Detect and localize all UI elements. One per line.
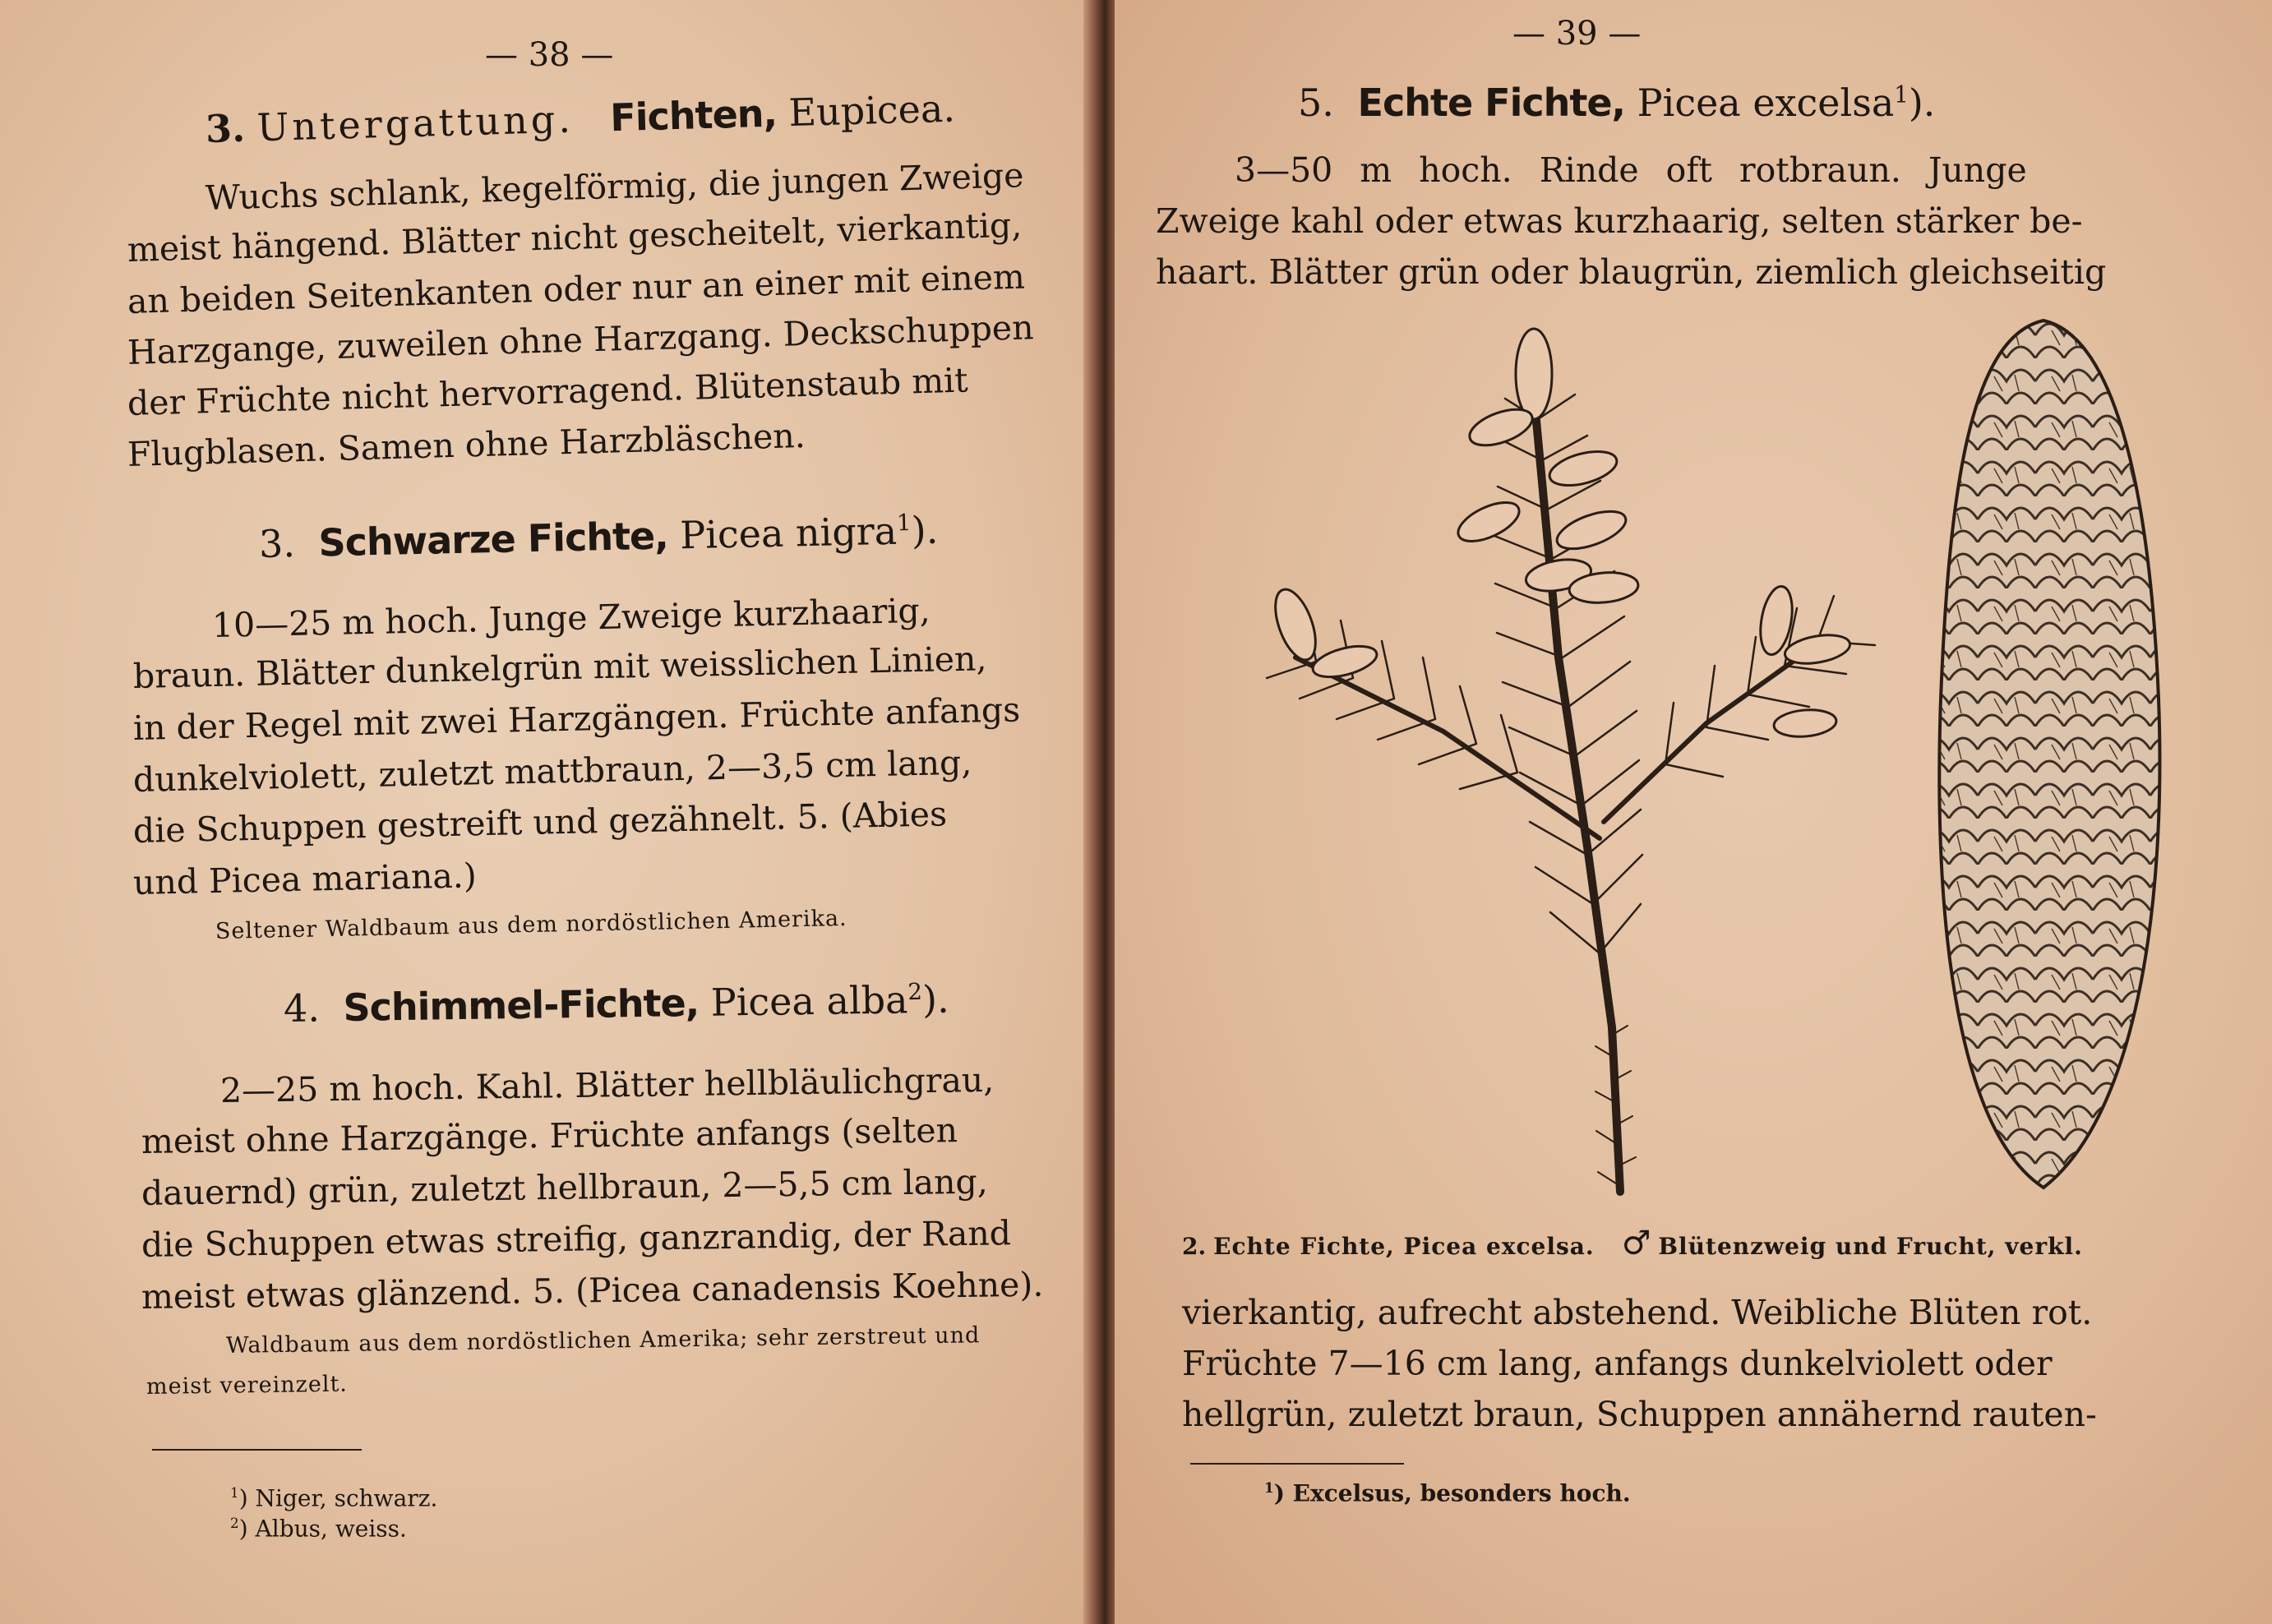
text-line: Zweige kahl oder etwas kurzhaarig, selten stärker be- [1156,201,2083,241]
figure-description: Blütenzweig und Frucht, verkl. [1658,1233,2083,1260]
footnote-rule [1190,1463,1404,1465]
text-line: an beiden Seitenkanten oder nur an einer mit einem [127,256,1026,321]
habitat-note: meist vereinzelt. [145,1371,349,1400]
footnote-mark: 1 [1264,1479,1274,1496]
text-line: dauernd) grün, zuletzt hellbraun, 2—5,5 cm lang, [141,1161,989,1213]
species-heading [1298,81,1935,125]
figure-title: Echte Fichte, Picea excelsa. [1213,1233,1595,1260]
species-latin: Picea alba [710,977,908,1025]
page-number: — 39 — [1512,15,1642,53]
text-line: die Schuppen gestreift und gezähnelt. 5. (Abies [132,794,948,851]
footnote-text: ) Excelsus, besonders hoch. [1273,1479,1631,1507]
text-line: Wuchs schlank, kegelförmig, die jungen Zweige [205,155,1024,218]
text-line: braun. Blätter dunkelgrün mit weisslichen Linien, [132,639,987,696]
footnote [230,1484,437,1511]
text-line: meist ohne Harzgänge. Früchte anfangs (selten [141,1110,958,1161]
footnote-mark: 2 [230,1515,239,1531]
species-latin: Picea nigra [679,508,898,558]
subgenus-latin: Eupicea. [787,85,956,136]
species-name: Echte Fichte, [1357,81,1626,125]
subgenus-label: Untergattung. [256,96,575,150]
species-number: 5. [1298,81,1334,125]
footnote-text: ) Albus, weiss. [238,1515,407,1543]
spruce-cone [1939,321,2159,1188]
flowering-branch [1267,329,1875,1192]
text-line: hellgrün, zuletzt braun, Schuppen annähernd rauten- [1182,1395,2097,1434]
text-line: 2—25 m hoch. Kahl. Blätter hellbläulichgrau, [219,1059,995,1110]
text-line: dunkelviolett, zuletzt mattbraun, 2—3,5 cm lang, [132,742,972,800]
figure-number: 2. [1182,1233,1207,1260]
figure-caption [1182,1225,2083,1262]
footnote-text: ) Niger, schwarz. [238,1484,438,1512]
subgenus-number: 3. [205,105,246,151]
male-symbol: ♂ [1621,1225,1651,1262]
habitat-note: Waldbaum aus dem nordöstlichen Amerika; sehr zerstreut und [225,1322,981,1359]
footnote-mark: 2 [907,977,923,1006]
subgenus-heading [205,86,955,151]
text-line: 3—50 m hoch. Rinde oft rotbraun. Junge [1235,150,2027,190]
subgenus-name: Fichten, [609,90,778,141]
spruce-illustration [1172,312,2183,1208]
footnote [1264,1479,1631,1506]
text-line: Flugblasen. Samen ohne Harzbläschen. [127,415,806,474]
right-page [1115,0,2272,1624]
footnote-mark: 1 [1894,81,1909,108]
species-number: 3. [258,521,296,566]
habitat-note: Seltener Waldbaum aus dem nordöstlichen Amerika. [215,905,847,944]
footnote-mark: 1 [896,509,912,537]
text-line: vierkantig, aufrecht abstehend. Weibliche Blüten rot. [1182,1293,2093,1332]
text-line: und Picea mariana.) [132,856,478,902]
text-line: meist hängend. Blätter nicht gescheitelt, vierkantig, [127,205,1023,270]
footnote [230,1515,407,1542]
species-name: Schwarze Fichte, [317,513,669,565]
text-line: in der Regel mit zwei Harzgängen. Früchte anfangs [132,690,1021,748]
text-line: die Schuppen etwas streifig, ganzrandig, der Rand [141,1213,1012,1265]
text-line: Früchte 7—16 cm lang, anfangs dunkelviolett oder [1182,1344,2053,1383]
text-line: der Früchte nicht hervorragend. Blütenstaub mit [127,360,969,423]
text-line: Harzgange, zuweilen ohne Harzgang. Deckschuppen [127,307,1035,372]
species-close: ). [1908,81,1936,125]
species-close: ). [911,507,939,553]
species-heading [284,977,949,1031]
species-close: ). [921,976,949,1022]
text-line: haart. Blätter grün oder blaugrün, ziemlich gleichseitig [1156,252,2107,292]
species-latin: Picea excelsa [1637,81,1895,125]
species-name: Schimmel-Fichte, [343,980,700,1030]
footnote-mark: 1 [230,1484,239,1501]
left-page [0,0,1093,1624]
text-line: meist etwas glänzend. 5. (Picea canadensis Koehne). [141,1264,1044,1317]
species-number: 4. [283,985,321,1031]
footnote-rule [152,1449,362,1451]
text-line: 10—25 m hoch. Junge Zweige kurzhaarig, [211,590,931,645]
page-number: — 38 — [485,36,614,74]
species-heading [258,508,938,566]
